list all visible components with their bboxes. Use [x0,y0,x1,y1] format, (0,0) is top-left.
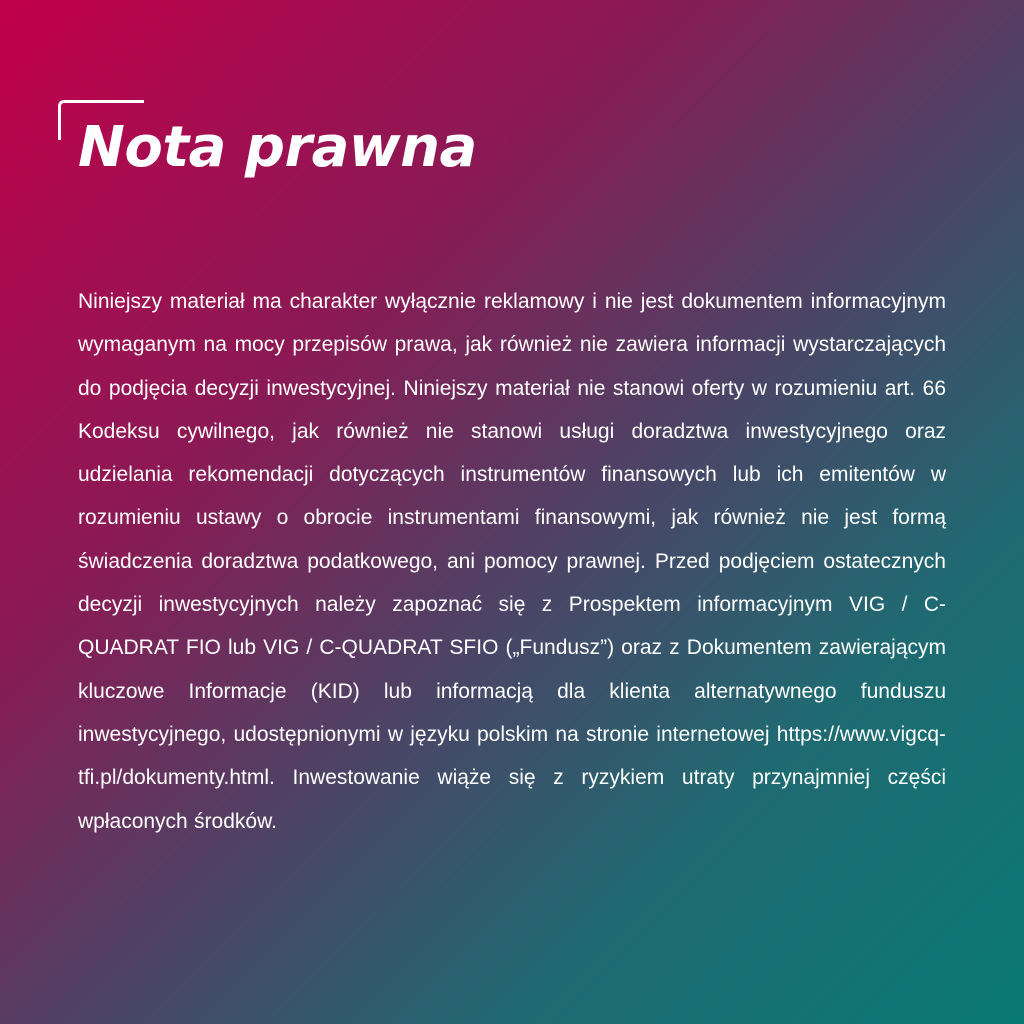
page-title: Nota prawna [78,115,477,180]
legal-disclaimer-text: Niniejszy materiał ma charakter wyłącznie reklamowy i nie jest dokumentem informacyjnym wymaganym na mocy przepisów prawa, jak również nie zawiera informacji wystarczających do podjęcia decyzji inwestycyjnej. Niniejszy materiał nie stanowi oferty w rozumieniu art. 66 Kodeksu cywilnego, jak również nie stanowi usługi doradztwa inwestycyjnego oraz udzielania rekomendacji dotyczących instrumentów finansowych lub ich emitentów w rozumieniu ustawy o obrocie instrumentami finansowymi, jak również nie jest formą świadczenia doradztwa podatkowego, ani pomocy prawnej. Przed podjęciem ostatecznych decyzji inwestycyjnych należy zapoznać się z Prospektem informacyjnym VIG / C-QUADRAT FIO lub VIG / C-QUADRAT SFIO („Fundusz”) oraz z Dokumentem zawierającym kluczowe Informacje (KID) lub informacją dla klienta alternatywnego funduszu inwestycyjnego, udostępnionymi w języku polskim na stronie internetowej https://www.vigcq-tfi.pl/dokumenty.html. Inwestowanie wiąże się z ryzykiem utraty przynajmniej części wpłaconych środków. [78,290,946,833]
